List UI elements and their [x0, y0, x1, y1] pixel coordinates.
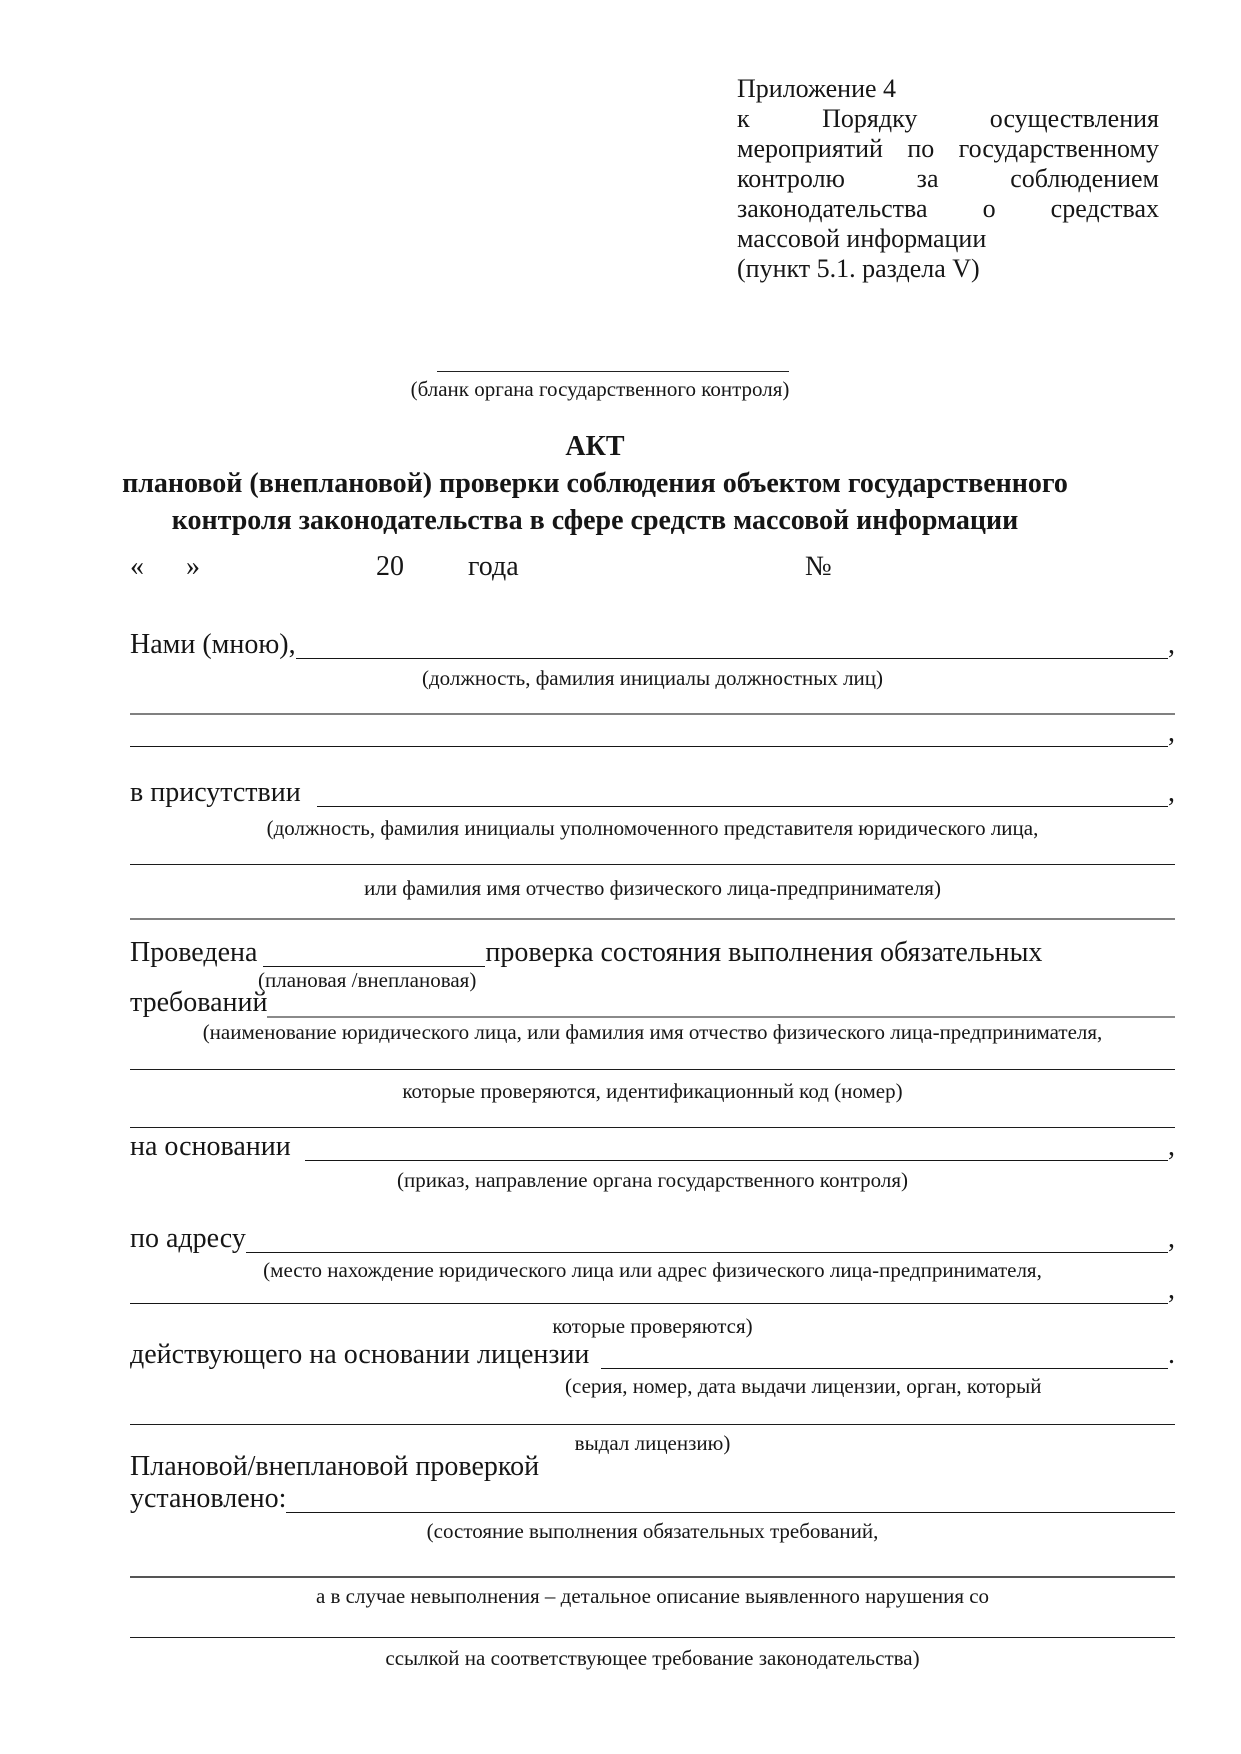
number-sign: №: [805, 551, 832, 582]
established-continuation-line-1[interactable]: [130, 1576, 1175, 1578]
trailing-comma: ,: [1168, 1274, 1175, 1305]
appendix-body-line: к Порядку осуществления: [737, 104, 1159, 133]
license-field[interactable]: [601, 1340, 1168, 1369]
act-subtitle-line1: плановой (внеплановой) проверки соблюдения объектом государственного: [122, 468, 1068, 499]
address-caption-2: которые проверяются): [552, 1314, 753, 1338]
continuation-line-1[interactable]: [130, 713, 1175, 715]
requirements-label: требований: [130, 987, 268, 1018]
requirements-row: [130, 988, 1175, 1018]
date-number-row: [130, 552, 1175, 582]
presence-field[interactable]: [317, 778, 1168, 807]
close-quote: »: [186, 551, 200, 582]
letterhead-blank-line[interactable]: [437, 371, 789, 372]
appendix-body-line: массовой информации: [737, 224, 987, 253]
requirements-caption-1: (наименование юридического лица, или фамилия имя отчество физического лица-предпринимателя,: [202, 1020, 1103, 1044]
continuation-line-2[interactable]: [130, 718, 1168, 747]
requirements-field[interactable]: [267, 988, 1175, 1018]
trailing-comma: ,: [1168, 1131, 1175, 1162]
appendix-ref: (пункт 5.1. раздела V): [737, 254, 980, 283]
continuation-line-2-row: [130, 718, 1175, 748]
date-year-field[interactable]: [412, 552, 458, 582]
appendix-block: [737, 74, 1159, 284]
established-label: установлено:: [130, 1483, 287, 1514]
basis-row: [130, 1132, 1175, 1162]
date-century: 20: [376, 551, 404, 582]
continuation-line-3[interactable]: [130, 918, 1175, 920]
officials-label: Нами (мною),: [130, 629, 296, 660]
date-year-word: года: [468, 551, 519, 582]
established-continuation-line-2[interactable]: [130, 1637, 1175, 1638]
appendix-body-line: контролю за соблюдением: [737, 164, 1159, 193]
date-day-field[interactable]: [144, 552, 186, 582]
act-number-field[interactable]: [832, 552, 944, 582]
conducted-type-field[interactable]: [263, 938, 485, 967]
presence-caption-1: (должность, фамилия инициалы уполномоченного представителя юридического лица,: [266, 816, 1039, 840]
presence-row: [130, 778, 1175, 808]
presence-caption-2: или фамилия имя отчество физического лица-предпринимателя): [364, 876, 941, 900]
date-month-field[interactable]: [208, 552, 376, 582]
established-caption-3: ссылкой на соответствующее требование законодательства): [385, 1646, 920, 1670]
address-continuation-line[interactable]: [130, 1275, 1168, 1304]
address-field[interactable]: [246, 1224, 1168, 1253]
conducted-label: Проведена: [130, 937, 258, 968]
established-row: [130, 1484, 1175, 1514]
trailing-comma: ,: [1168, 717, 1175, 748]
inspection-row: [130, 1452, 1175, 1482]
basis-caption: (приказ, направление органа государственного контроля): [397, 1168, 908, 1192]
requirements-caption-2: которые проверяются, идентификационный код (номер): [402, 1079, 903, 1103]
act-title: АКТ: [565, 431, 625, 462]
basis-field[interactable]: [305, 1132, 1168, 1161]
conducted-row: [130, 938, 1175, 968]
trailing-comma: ,: [1168, 629, 1175, 660]
act-title-block: [115, 428, 1075, 539]
conducted-caption: (плановая /внеплановая): [258, 968, 477, 992]
trailing-comma: ,: [1168, 777, 1175, 808]
officials-row: [130, 630, 1175, 660]
address-continuation-row: [130, 1275, 1175, 1305]
appendix-body-line: законодательства о средствах: [737, 194, 1159, 223]
presence-continuation-line[interactable]: [130, 864, 1175, 865]
inspection-label: Плановой/внеплановой проверкой: [130, 1451, 540, 1482]
act-subtitle-line2: контроля законодательства в сфере средств массовой информации: [171, 505, 1019, 536]
trailing-comma: ,: [1168, 1223, 1175, 1254]
address-row: [130, 1224, 1175, 1254]
officials-field[interactable]: [296, 630, 1168, 659]
address-label: по адресу: [130, 1223, 246, 1254]
conducted-text: проверка состояния выполнения обязательных: [485, 937, 1043, 968]
license-caption-1: (серия, номер, дата выдачи лицензии, орган, который: [565, 1374, 1042, 1398]
established-caption-2: а в случае невыполнения – детальное описание выявленного нарушения со: [315, 1584, 990, 1608]
appendix-body-line: мероприятий по государственному: [737, 134, 1159, 163]
appendix-heading: Приложение 4: [737, 74, 897, 103]
license-row: [130, 1340, 1175, 1370]
trailing-period: .: [1168, 1339, 1175, 1370]
date-group: [130, 552, 1175, 582]
license-caption-2: выдал лицензию): [574, 1431, 731, 1455]
basis-label: на основании: [130, 1131, 291, 1162]
officials-caption: (должность, фамилия инициалы должностных лиц): [421, 666, 884, 690]
address-caption-1: (место нахождение юридического лица или адрес физического лица-предпринимателя,: [263, 1258, 1042, 1282]
license-continuation-line[interactable]: [130, 1424, 1175, 1425]
license-label: действующего на основании лицензии: [130, 1339, 590, 1370]
presence-label: в присутствии: [130, 777, 301, 808]
open-quote: «: [130, 551, 144, 582]
continuation-line-4[interactable]: [130, 1127, 1175, 1128]
act-number-group: [805, 552, 944, 582]
established-caption-1: (состояние выполнения обязательных требований,: [426, 1519, 879, 1543]
established-field[interactable]: [286, 1484, 1175, 1513]
letterhead-caption: (бланк органа государственного контроля): [410, 377, 790, 401]
requirements-continuation-line[interactable]: [130, 1069, 1175, 1070]
